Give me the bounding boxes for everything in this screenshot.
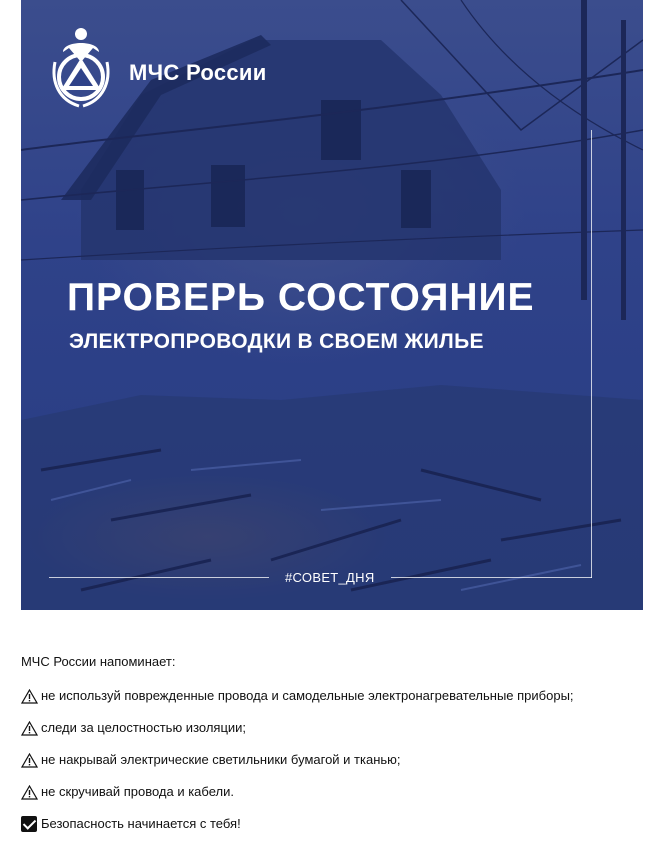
poster-headline: ПРОВЕРЬ СОСТОЯНИЕ — [67, 276, 535, 319]
poster-hashtag: #СОВЕТ_ДНЯ — [285, 570, 375, 585]
list-item — [21, 784, 641, 800]
tips-list — [21, 688, 641, 832]
warning-icon — [21, 689, 38, 704]
warning-icon — [21, 753, 38, 768]
list-item — [21, 752, 641, 768]
poster-image — [21, 0, 643, 610]
list-item-text: Безопасность начинается с тебя! — [41, 816, 241, 831]
poster-subheadline: ЭЛЕКТРОПРОВОДКИ В СВОЕМ ЖИЛЬЕ — [69, 330, 484, 353]
list-item — [21, 816, 641, 832]
frame-line-right — [591, 130, 592, 578]
brand-name: МЧС России — [129, 60, 267, 85]
warning-icon — [21, 785, 38, 800]
list-item-text: не накрывай электрические светильники бумагой и тканью; — [41, 752, 401, 767]
list-item-text: не используй поврежденные провода и самодельные электронагревательные приборы; — [41, 688, 574, 703]
mchs-emblem-icon — [49, 22, 113, 112]
list-item — [21, 720, 641, 736]
post-intro: МЧС России напоминает: — [21, 654, 176, 669]
list-item-text: не скручивай провода и кабели. — [41, 784, 234, 799]
check-mark-icon — [21, 816, 37, 832]
list-item — [21, 688, 641, 704]
warning-icon — [21, 721, 38, 736]
frame-line-bottom-right — [391, 577, 592, 578]
list-item-text: следи за целостностью изоляции; — [41, 720, 247, 735]
frame-line-bottom-left — [49, 577, 269, 578]
post-text — [21, 654, 641, 848]
